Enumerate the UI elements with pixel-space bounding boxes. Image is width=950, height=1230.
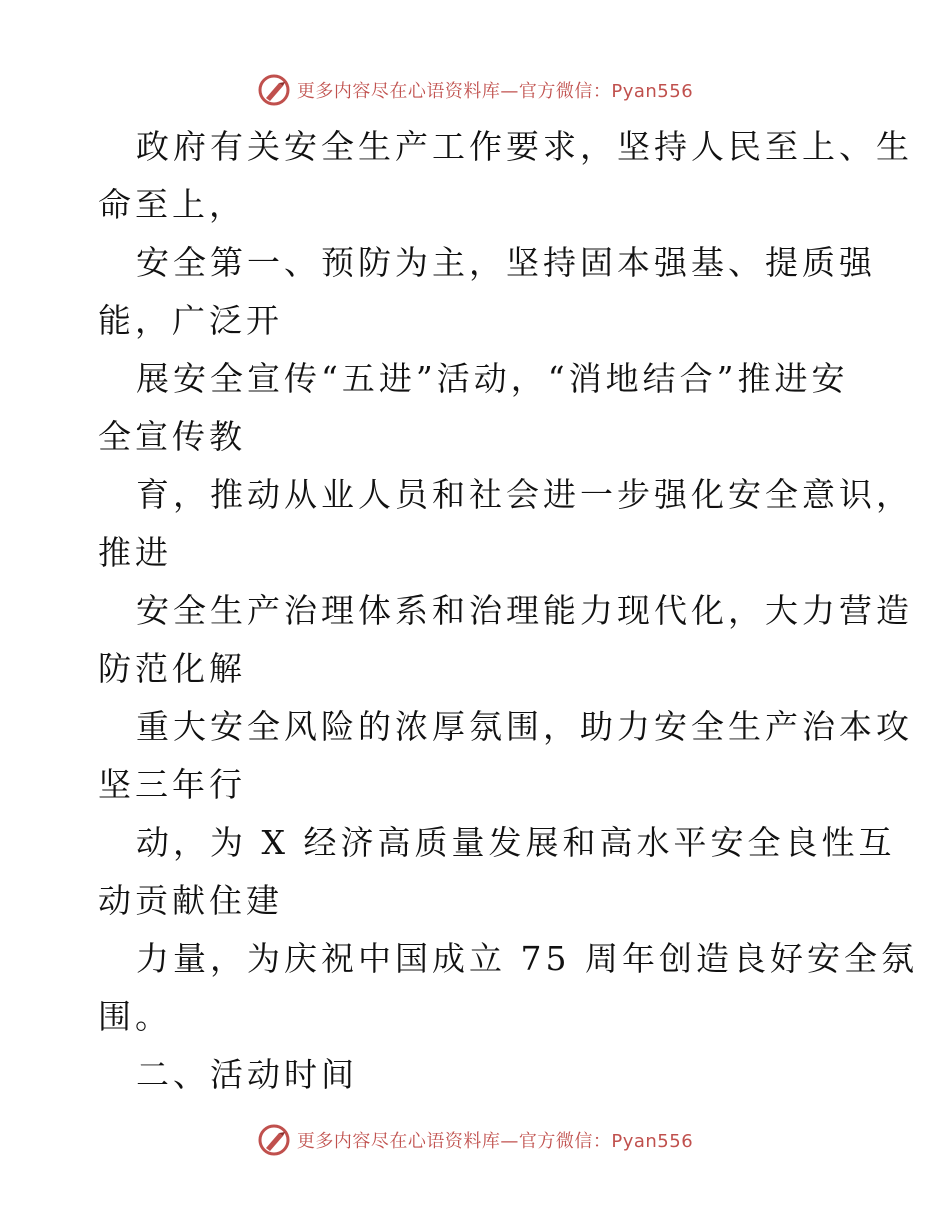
text-line: 安全生产治理体系和治理能力现代化，大力营造 [136, 591, 913, 630]
text-line: 政府有关安全生产工作要求，坚持人民至上、生 [136, 127, 913, 166]
text-line: 动贡献住建 [98, 881, 283, 920]
body-text [98, 118, 918, 1104]
text-line: 安全第一、预防为主，坚持固本强基、提质强 [136, 243, 876, 282]
text-line: 重大安全风险的浓厚氛围，助力安全生产治本攻 [136, 707, 913, 746]
page-footer [0, 1120, 950, 1160]
watermark-banner [257, 1123, 693, 1157]
text-line: 展安全宣传“五进”活动，“消地结合”推进安 [136, 359, 849, 398]
text-line: 能，广泛开 [98, 301, 283, 340]
text-line: 动，为 X 经济高质量发展和高水平安全良性互 [136, 823, 896, 862]
text-line: 全宣传教 [98, 417, 246, 456]
text-line: 力量，为庆祝中国成立 75 周年创造良好安全氛 [136, 939, 918, 978]
banner-text: 更多内容尽在心语资料库—官方微信：Pyan556 [296, 81, 694, 102]
banner-text: 更多内容尽在心语资料库—官方微信：Pyan556 [296, 1131, 694, 1152]
watermark-banner [257, 73, 693, 107]
text-line: 推进 [98, 533, 172, 572]
pen-logo-icon [257, 1123, 291, 1157]
text-line: 坚三年行 [98, 765, 246, 804]
text-line: 围。 [98, 997, 172, 1036]
pen-logo-icon [257, 73, 291, 107]
text-line: 命至上， [98, 185, 246, 224]
page-header [0, 70, 950, 110]
text-line: 防范化解 [98, 649, 246, 688]
section-heading: 二、活动时间 [136, 1055, 358, 1094]
text-line: 育，推动从业人员和社会进一步强化安全意识， [136, 475, 913, 514]
